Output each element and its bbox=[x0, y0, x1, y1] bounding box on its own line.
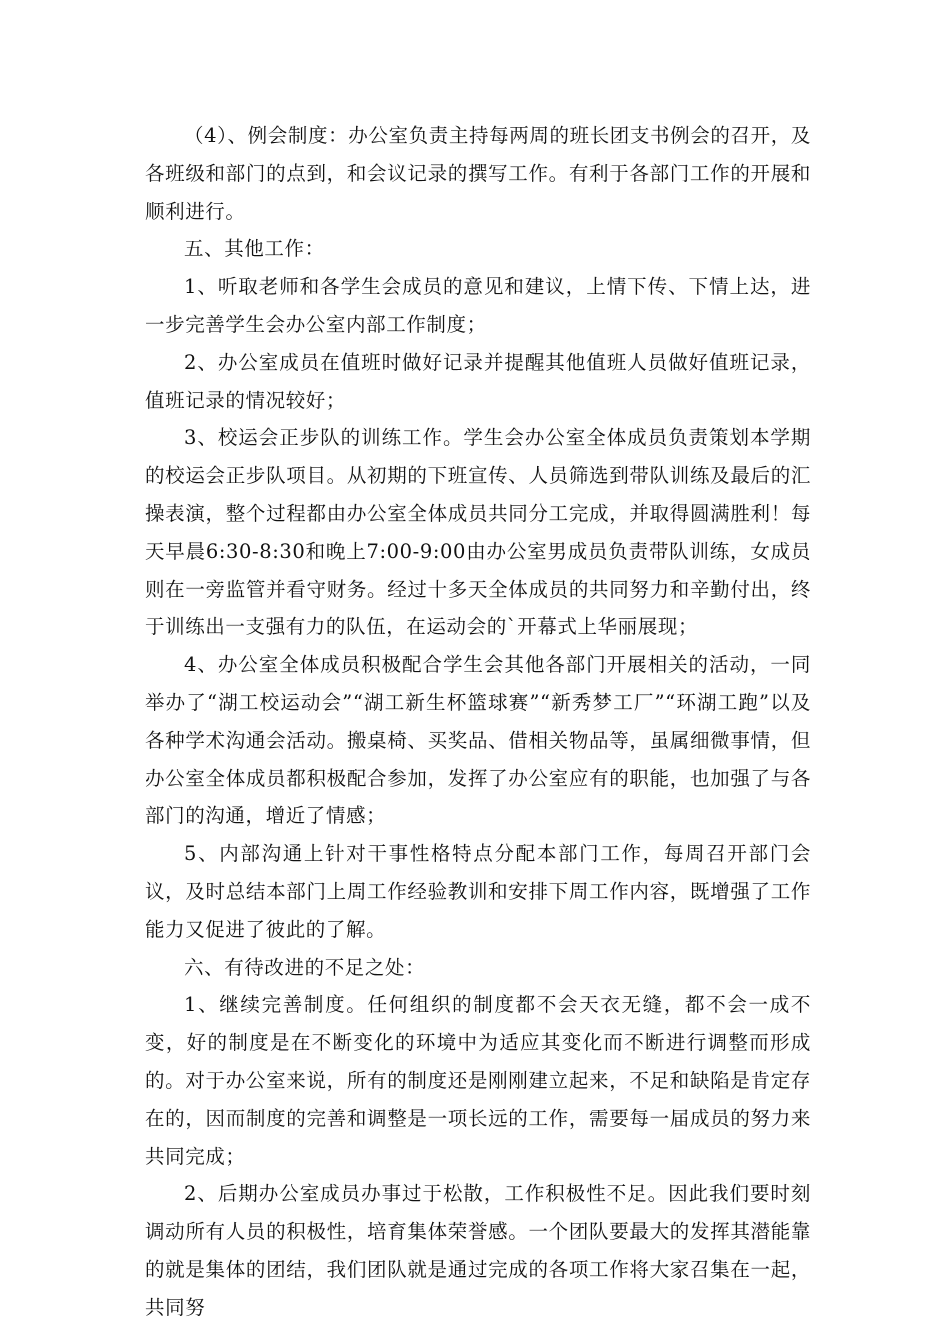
heading-improvements: 六、有待改进的不足之处： bbox=[184, 955, 426, 979]
paragraph-item-5: 5、内部沟通上针对干事性格特点分配本部门工作，每周召开部门会议，及时总结本部门上周工作经验教训和安排下周工作内容，既增强了工作能力又促进了彼此的了解。 bbox=[145, 842, 811, 941]
paragraph-meeting-system: （4）、例会制度：办公室负责主持每两周的班长团支书例会的召开，及各班级和部门的点到，和会议记录的撰写工作。有利于各部门工作的开展和顺利进行。 bbox=[145, 124, 811, 223]
paragraph-improve-1: 1、继续完善制度。任何组织的制度都不会天衣无缝，都不会一成不变，好的制度是在不断变化的环境中为适应其变化而不断进行调整而形成的。对于办公室来说，所有的制度还是刚刚建立起来，不足和缺陷是肯定存在的，因而制度的完善和调整是一项长远的工作，需要每一届成员的努力来共同完成； bbox=[145, 993, 811, 1168]
paragraph-item-1: 1、听取老师和各学生会成员的意见和建议，上情下传、下情上达，进一步完善学生会办公室内部工作制度； bbox=[145, 275, 811, 336]
paragraph-item-3: 3、校运会正步队的训练工作。学生会办公室全体成员负责策划本学期的校运会正步队项目。从初期的下班宣传、人员筛选到带队训练及最后的汇操表演，整个过程都由办公室全体成员共同分工完成，并取得圆满胜利！每天早晨6:30-8:30和晚上7:00-9:00由办公室男成员负责带队训练，女成员则在一旁监管并看守财务。经过十多天全体成员的共同努力和辛勤付出，终于训练出一支强有力的队伍，在运动会的`开幕式上华丽展现； bbox=[145, 426, 811, 639]
paragraph-item-4: 4、办公室全体成员积极配合学生会其他各部门开展相关的活动，一同举办了“湖工校运动会”“湖工新生杯篮球赛”“新秀梦工厂”“环湖工跑”以及各种学术沟通会活动。搬桌椅、买奖品、借相关物品等，虽属细微事情，但办公室全体成员都积极配合参加，发挥了办公室应有的职能，也加强了与各部门的沟通，增近了情感； bbox=[145, 653, 811, 828]
document-body bbox=[145, 117, 811, 1327]
paragraph-item-2: 2、办公室成员在值班时做好记录并提醒其他值班人员做好值班记录，值班记录的情况较好； bbox=[145, 350, 811, 412]
paragraph-improve-2: 2、后期办公室成员办事过于松散，工作积极性不足。因此我们要时刻调动所有人员的积极性，培育集体荣誉感。一个团队要最大的发挥其潜能靠的就是集体的团结，我们团队就是通过完成的各项工作将大家召集在一起，共同努 bbox=[145, 1182, 811, 1319]
heading-other-work: 五、其他工作： bbox=[184, 237, 325, 261]
